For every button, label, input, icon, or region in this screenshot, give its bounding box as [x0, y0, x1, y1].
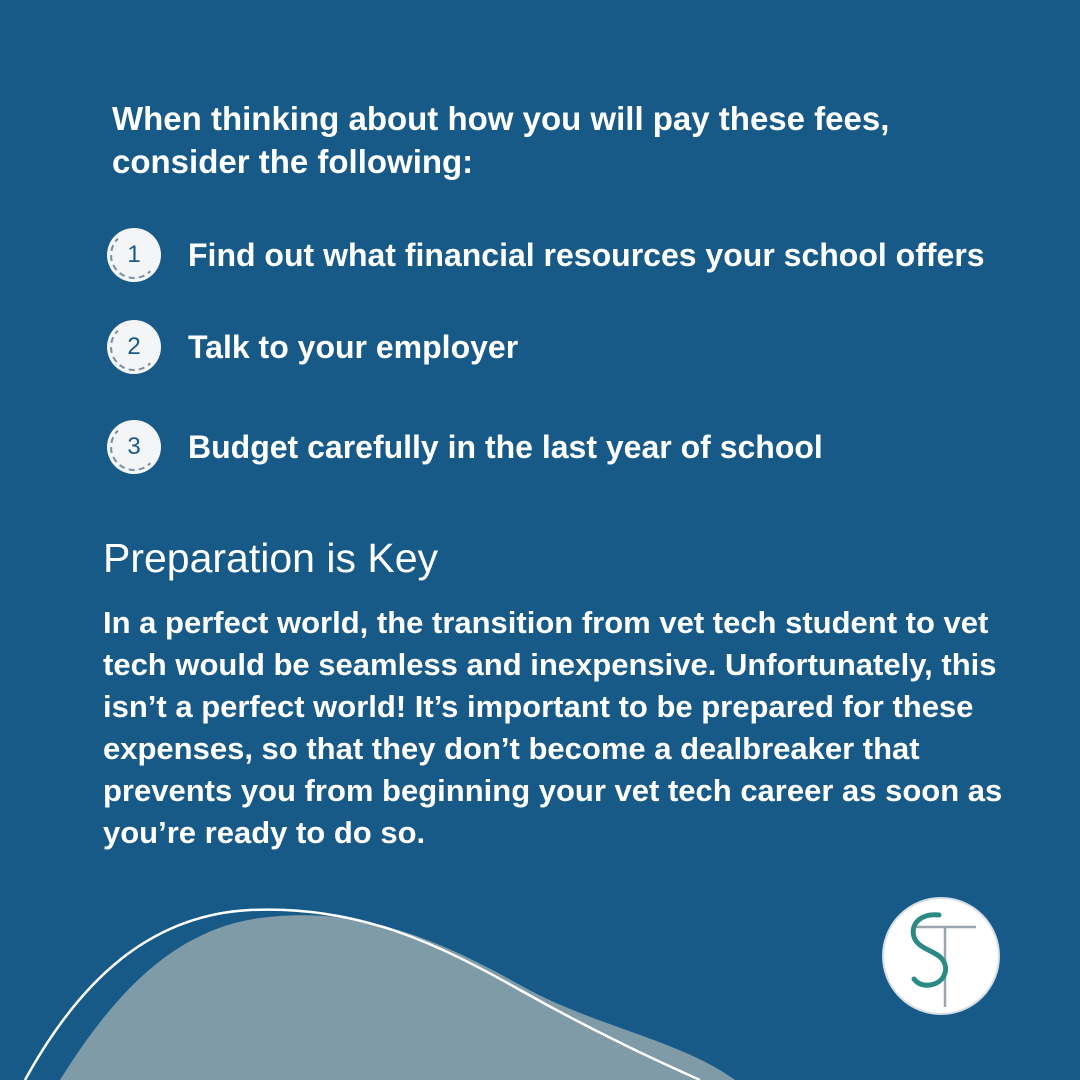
section-heading: Preparation is Key — [103, 535, 439, 581]
tip-number-badge: 1 — [107, 228, 161, 282]
intro-text: When thinking about how you will pay these fees, consider the following: — [112, 100, 890, 180]
st-monogram-logo-icon — [882, 897, 1000, 1015]
tip-item — [107, 319, 518, 375]
tip-number-badge: 2 — [107, 320, 161, 374]
tip-item — [107, 227, 985, 283]
tip-text: Talk to your employer — [188, 328, 519, 365]
body-paragraph: In a perfect world, the transition from vet tech student to vet tech would be seamless and inexpensive. Unfortunately, this isn’t a perfect world! It’s important to be prepared for these expenses, so that they don’t become a dealbreaker that prevents you from beginning your vet tech career as soon as you’re ready to do so. — [103, 605, 1003, 850]
tip-number-badge: 3 — [107, 420, 161, 474]
tip-text: Budget carefully in the last year of school — [188, 428, 823, 465]
tip-text: Find out what financial resources your school offers — [188, 236, 985, 273]
decorative-blob — [60, 915, 735, 1080]
tip-item — [107, 419, 823, 475]
